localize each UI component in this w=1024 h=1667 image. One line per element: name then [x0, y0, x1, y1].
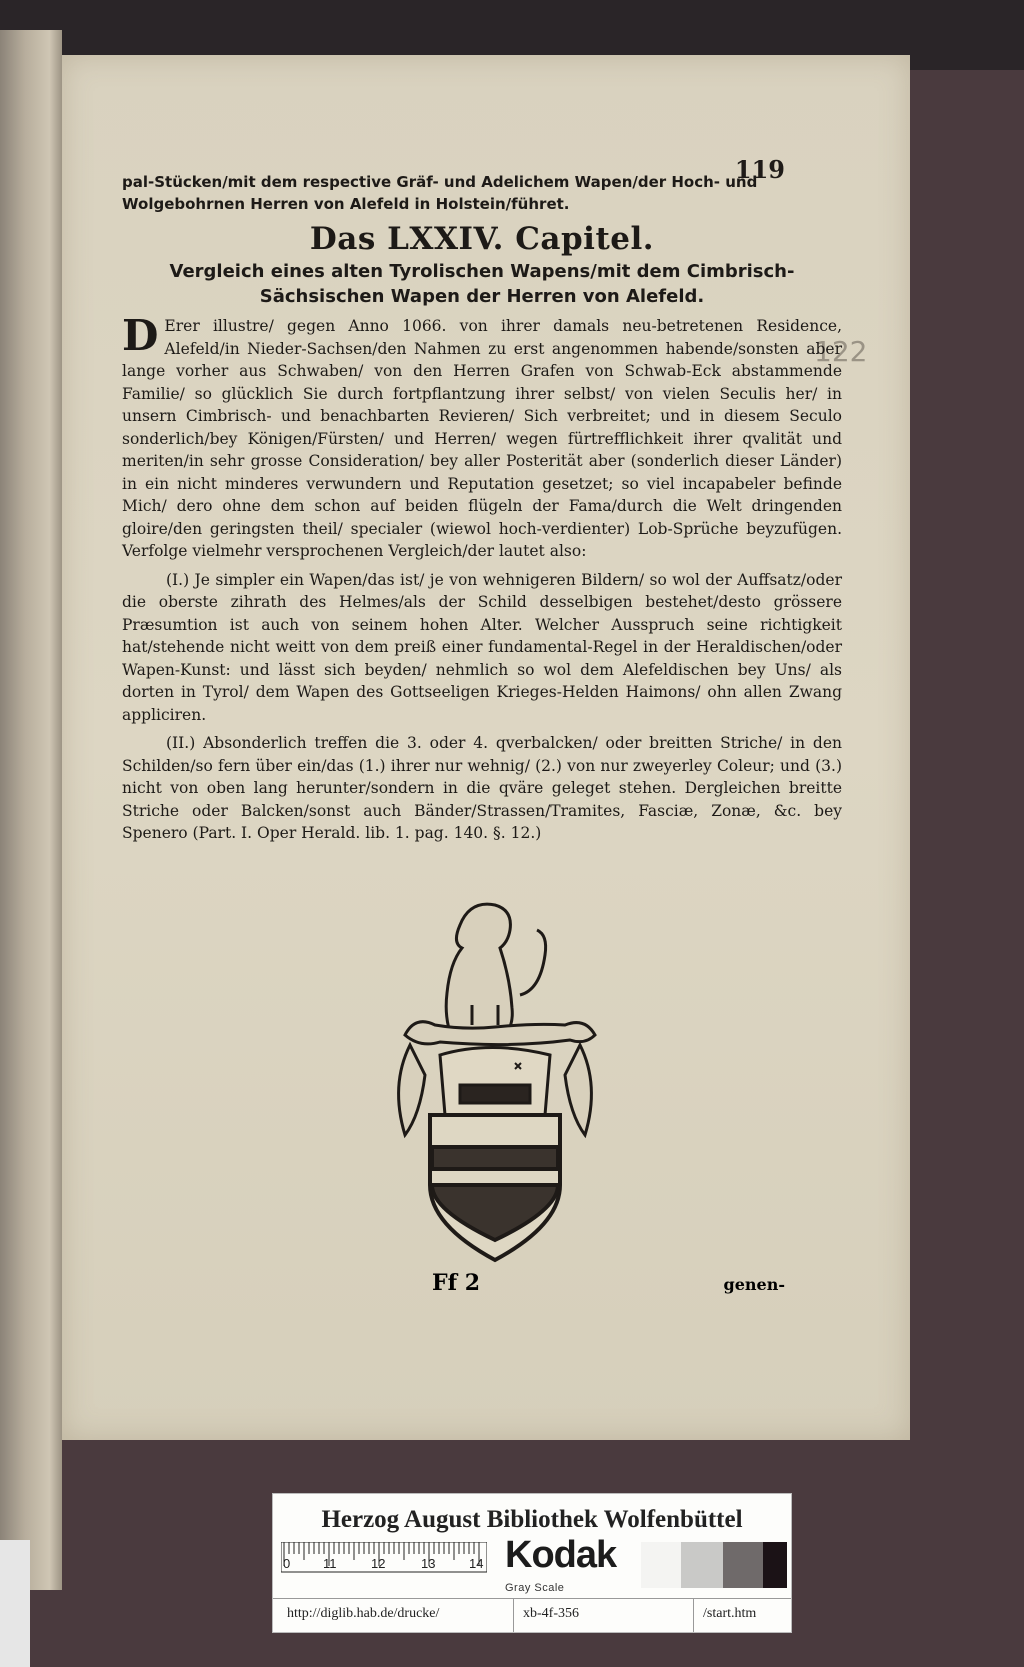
- chapter-title: Das LXXIV. Capitel.: [309, 221, 655, 257]
- target-divider: [273, 1598, 791, 1599]
- facing-page-edge: [0, 30, 62, 1590]
- target-start: /start.htm: [703, 1606, 757, 1621]
- library-title: Herzog August Bibliothek Wolfenbüttel: [321, 1506, 743, 1533]
- ruler-label-12: 12: [371, 1556, 386, 1571]
- shield-icon: [430, 1115, 560, 1260]
- helmet-icon: [440, 1048, 550, 1121]
- grayscale-label: Gray Scale: [505, 1582, 565, 1594]
- ruler-label-0: 0: [283, 1556, 291, 1571]
- gray-swatch-black: [763, 1542, 787, 1588]
- paragraph-point-2: (II.) Absonderlich treffen die 3. oder 4. qverbalcken/ oder breitten Striche/ in den Schilden/so fern über ein/das (1.) ihrer nur wehnig/ (2.) von nur zweyerley Coleur; und (3.) nicht von oben lang herunter/sondern in die qväre geleget stehen. Dergleichen breitte Striche oder Balcken/sonst auch Bänder/Strassen/Tramites, Fasciæ, Zonæ, &c. bey Spenero (Part. I. Oper Herald. lib. 1. pag. 140. §. 12.): [122, 734, 842, 842]
- text-block: [122, 151, 842, 845]
- drop-cap: D: [122, 311, 159, 360]
- signature-mark: Ff 2: [432, 1270, 481, 1296]
- target-url: http://diglib.hab.de/drucke/: [287, 1606, 440, 1621]
- gray-swatch-mid: [723, 1542, 763, 1588]
- coat-of-arms-woodcut: [380, 885, 610, 1265]
- target-divider-v2: [693, 1598, 694, 1632]
- crest-lion-icon: [446, 904, 545, 1038]
- paragraph-intro-text: Erer illustre/ gegen Anno 1066. von ihrer damals neu-betretenen Residence, Alefeld/in Nieder-Sachsen/den Nahmen zu erst angenommen habende/sonsten aber lange vorher aus Schwaben/ von den Herren Grafen von Schwab-Eck abstammende Familie/ so glücklich Sie durch fortpflantzung ihrer selbst/ von vielen Seculis her/ in unsern Cimbrisch- und benachbarten Revieren/ Sich verbreitet; und in diesem Seculo sonderlich/bey Königen/Fürsten/ und Herren/ wegen fürtrefflichkeit ihrer qvalität und meriten/in sehr grosse Consideration/ bey aller Posterität aber (sonderlich dieser Länder) in ein nicht minderes verwundern und Reputation gesetzet; so viel incapabeler befinde Mich/ dero ohne dem schon auf beiden flügeln der Fama/durch die Welt dringenden gloire/den geringsten theil/ specialer (wiewol hoch-verdienter) Lob-Sprüche beyzufügen. Verfolge vielmehr versprochenen Vergleich/der lautet also:: [122, 317, 842, 560]
- ruler-label-11: 11: [323, 1556, 337, 1571]
- paragraph-intro: [122, 311, 842, 563]
- margin-annotation: 122: [814, 335, 868, 368]
- ruler-label-13: 13: [421, 1556, 436, 1571]
- paragraph-point-1: (I.) Je simpler ein Wapen/das ist/ je von wehnigeren Bildern/ so wol der Auffsatz/oder die oberste zihrath des Helmes/als der Schild desselbigen bestehet/desto grössere Præsumtion ist auch von seinem hohen Alter. Welcher Ausspruch seine richtigkeit hat/stehende nicht weitt von dem preiß einer fundamental-Regel in der Heraldischen/oder Wapen-Kunst: und lässt sich beyden/ nehmlich so wol dem Alefeldischen bey Uns/ als dorten in Tyrol/ dem Wapen des Gottseeligen Krieges-Helden Haimons/ ohn allen Zwang appliciren.: [122, 570, 842, 724]
- gray-swatch-light: [681, 1542, 723, 1588]
- target-divider-v1: [513, 1598, 514, 1632]
- catchword: genen-: [723, 1275, 785, 1294]
- running-head: pal-Stücken/mit dem respective Gräf- und Adelichem Wapen/der Hoch- und Wolgebohrnen Herren von Alefeld in Holstein/führet.: [122, 173, 758, 213]
- color-target-card: [272, 1493, 792, 1633]
- facing-page-corner: [0, 1540, 30, 1667]
- target-code: xb-4f-356: [523, 1606, 579, 1621]
- chapter-subtitle: Vergleich eines alten Tyrolischen Wapens/mit dem Cimbrisch-Sächsischen Wapen der Herren von Alefeld.: [169, 261, 795, 307]
- kodak-logo: Kodak: [505, 1534, 617, 1576]
- gray-swatch-white: [641, 1542, 681, 1588]
- ruler-label-14: 14: [469, 1556, 484, 1571]
- book-page: [62, 55, 910, 1440]
- page-number: 119: [734, 155, 785, 184]
